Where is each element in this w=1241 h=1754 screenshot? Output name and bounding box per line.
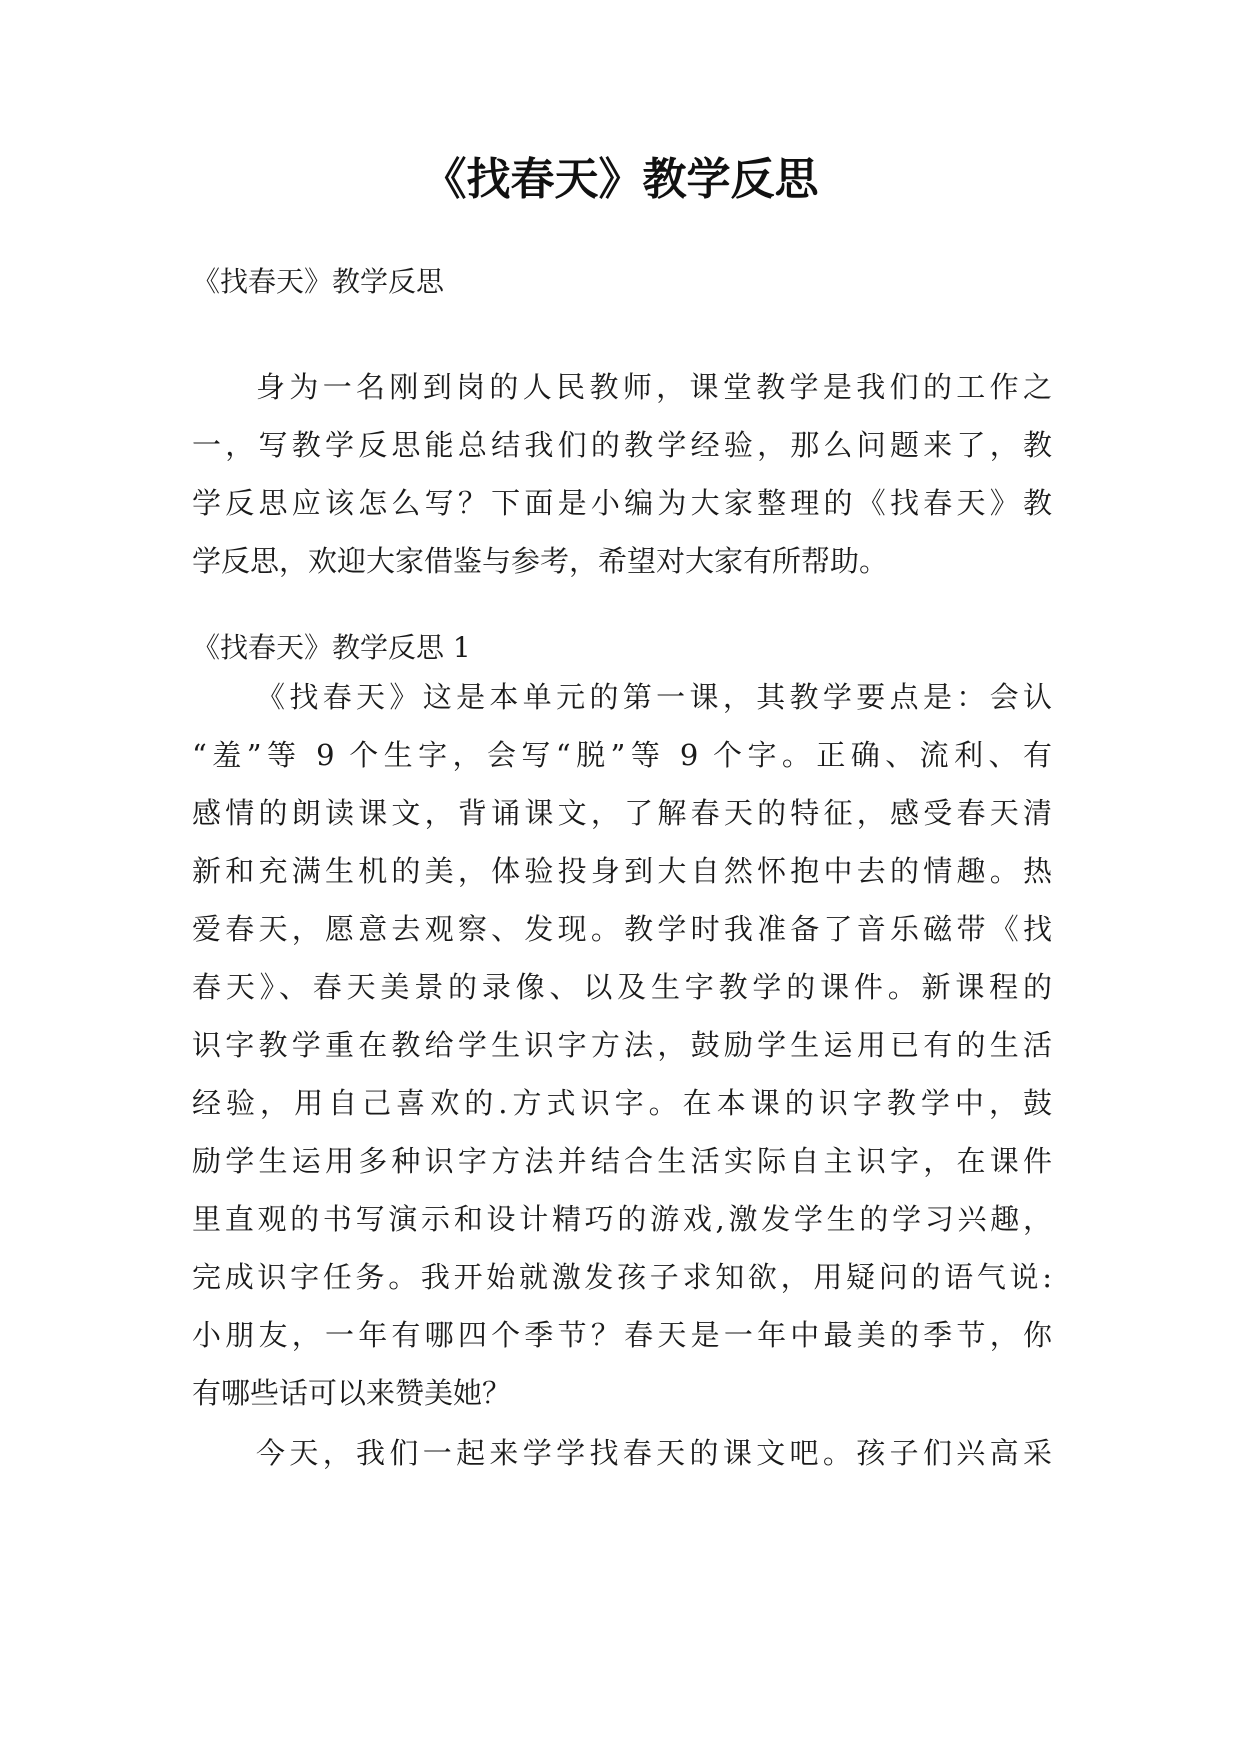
paragraph-line: 学反思应该怎么写？下面是小编为大家整理的《找春天》教 xyxy=(192,486,1052,520)
document-title: 《找春天》教学反思 xyxy=(422,154,819,205)
paragraph-line: 里直观的书写演示和设计精巧的游戏,激发学生的学习兴趣， xyxy=(192,1202,1052,1236)
section2-paragraph xyxy=(192,1424,1052,1482)
paragraph-line: 小朋友，一年有哪四个季节？春天是一年中最美的季节，你 xyxy=(192,1318,1052,1352)
section1-paragraph xyxy=(192,668,1052,1422)
paragraph-line: 新和充满生机的美，体验投身到大自然怀抱中去的情趣。热 xyxy=(192,854,1052,888)
paragraph-line: 一，写教学反思能总结我们的教学经验，那么问题来了，教 xyxy=(192,428,1052,462)
paragraph-line: 经验，用自己喜欢的.方式识字。在本课的识字教学中，鼓 xyxy=(192,1086,1052,1120)
paragraph-line: 今天，我们一起来学学找春天的课文吧。孩子们兴高采 xyxy=(256,1436,1052,1470)
section-heading: 《找春天》教学反思 1 xyxy=(192,631,471,664)
paragraph-line: 身为一名刚到岗的人民教师，课堂教学是我们的工作之 xyxy=(256,370,1052,404)
paragraph-line: 完成识字任务。我开始就激发孩子求知欲，用疑问的语气说: xyxy=(192,1260,1052,1294)
paragraph-line: 感情的朗读课文，背诵课文，了解春天的特征，感受春天清 xyxy=(192,796,1052,830)
document-subtitle: 《找春天》教学反思 xyxy=(192,265,445,298)
intro-paragraph xyxy=(192,358,1052,590)
paragraph-line: 励学生运用多种识字方法并结合生活实际自主识字，在课件 xyxy=(192,1144,1052,1178)
paragraph-line: 春天》、春天美景的录像、以及生字教学的课件。新课程的 xyxy=(192,970,1052,1004)
paragraph-line: 识字教学重在教给学生识字方法，鼓励学生运用已有的生活 xyxy=(192,1028,1052,1062)
paragraph-line: 爱春天，愿意去观察、发现。教学时我准备了音乐磁带《找 xyxy=(192,912,1052,946)
paragraph-line: 《找春天》这是本单元的第一课，其教学要点是：会认 xyxy=(256,680,1052,714)
paragraph-line: 学反思，欢迎大家借鉴与参考，希望对大家有所帮助。 xyxy=(192,544,889,578)
paragraph-line: 有哪些话可以来赞美她？ xyxy=(192,1376,512,1410)
paragraph-line: “羞”等 9 个生字，会写“脱”等 9 个字。正确、流利、有 xyxy=(192,738,1052,772)
